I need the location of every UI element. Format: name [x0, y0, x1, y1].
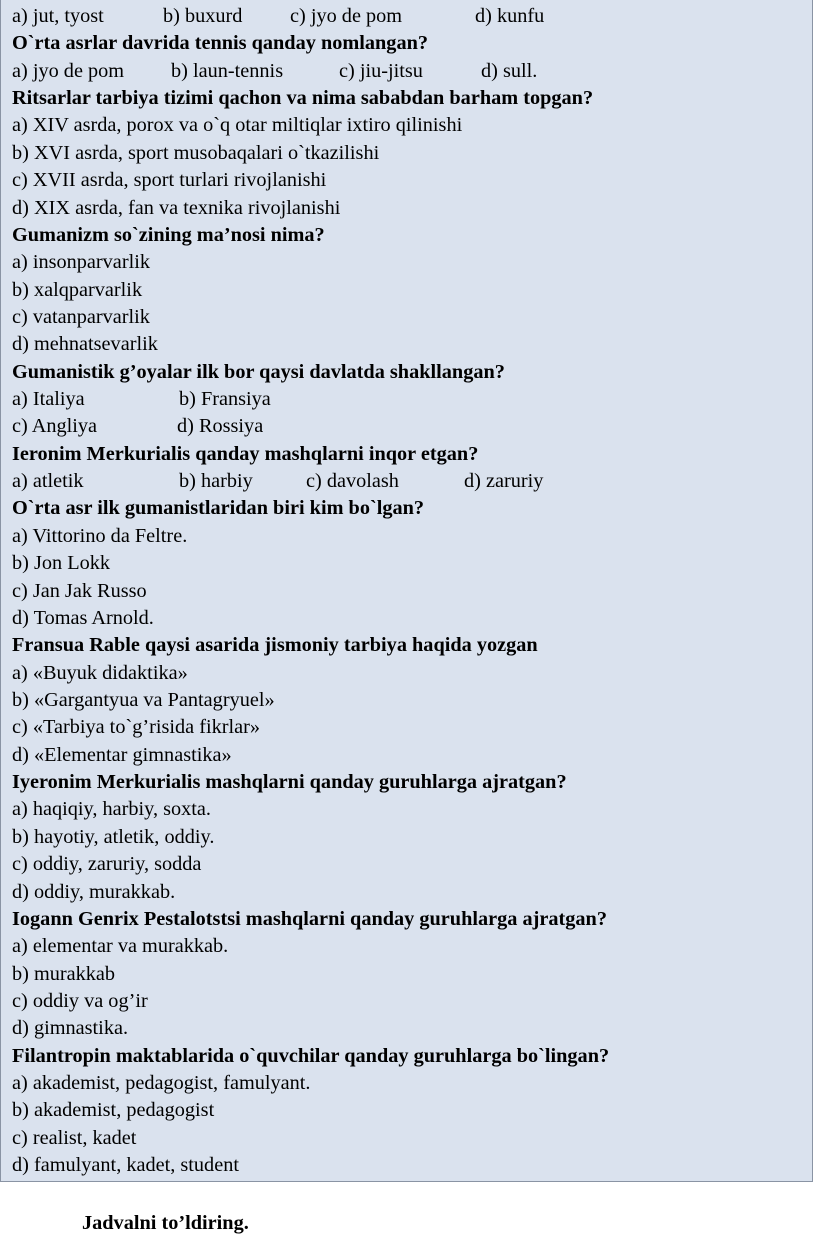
question: O`rta asr ilk gumanistlaridan biri kim bo`lgan?: [12, 497, 425, 520]
option: d) Tomas Arnold.: [12, 606, 154, 629]
option: d) zaruriy: [464, 470, 544, 493]
question: Gumanistik g’oyalar ilk bor qaysi davlatda shakllangan?: [12, 360, 505, 383]
option-row: [12, 386, 812, 413]
option: b) laun-tennis: [171, 59, 284, 82]
option: d) oddiy, murakkab.: [12, 880, 176, 903]
option: b) XVI asrda, sport musobaqalari o`tkazilishi: [12, 141, 380, 164]
option: a) jut, tyost: [12, 5, 104, 27]
option: b) akademist, pedagogist: [12, 1099, 215, 1122]
option: d) kunfu: [475, 5, 545, 27]
option: c) oddiy, zaruriy, sodda: [12, 853, 202, 876]
question: Filantropin maktablarida o`quvchilar qanday guruhlarga bo`lingan?: [12, 1044, 610, 1067]
question: Iogann Genrix Pestalotstsi mashqlarni qanday guruhlarga ajratgan?: [12, 907, 607, 930]
question: Ritsarlar tarbiya tizimi qachon va nima sababdan barham topgan?: [12, 87, 594, 110]
option: c) Jan Jak Russo: [12, 579, 147, 602]
option: b) murakkab: [12, 962, 116, 985]
question: Fransua Rable qaysi asarida jismoniy tarbiya haqida yozgan: [12, 634, 538, 657]
option: d) gimnastika.: [12, 1017, 129, 1040]
option: a) elementar va murakkab.: [12, 935, 229, 958]
option: a) akademist, pedagogist, famulyant.: [12, 1072, 311, 1095]
option: c) oddiy va og’ir: [12, 989, 148, 1012]
question: Ieronim Merkurialis qanday mashqlarni inqor etgan?: [12, 442, 479, 465]
option: a) atletik: [12, 470, 84, 493]
option: a) haqiqiy, harbiy, soxta.: [12, 798, 211, 821]
option: c) Angliya: [12, 415, 98, 438]
option: a) insonparvarlik: [12, 251, 150, 274]
option: a) «Buyuk didaktika»: [12, 661, 188, 684]
option: c) jiu-jitsu: [339, 59, 423, 82]
option: c) davolash: [306, 470, 399, 493]
option: c) vatanparvarlik: [12, 305, 150, 328]
option: b) Jon Lokk: [12, 552, 111, 575]
option: a) Vittorino da Feltre.: [12, 524, 188, 547]
instruction-text: Jadvalni to’ldiring.: [82, 1212, 249, 1234]
option: d) sull.: [481, 59, 538, 82]
option: d) mehnatsevarlik: [12, 333, 158, 356]
option: c) jyo de pom: [290, 5, 403, 27]
option: a) Italiya: [12, 388, 85, 411]
question: O`rta asrlar davrida tennis qanday nomlangan?: [12, 32, 429, 55]
option-row: [12, 413, 812, 440]
option: b) hayotiy, atletik, oddiy.: [12, 825, 215, 848]
option-row: [12, 3, 812, 30]
option-row: [12, 58, 812, 85]
option: a) jyo de pom: [12, 59, 125, 82]
question: Iyeronim Merkurialis mashqlarni qanday guruhlarga ajratgan?: [12, 771, 567, 794]
option: b) Fransiya: [179, 388, 271, 411]
option: b) buxurd: [163, 5, 243, 27]
option: c) realist, kadet: [12, 1126, 137, 1149]
option: d) «Elementar gimnastika»: [12, 743, 232, 766]
option: b) «Gargantyua va Pantagryuel»: [12, 688, 275, 711]
option-row: [12, 468, 812, 495]
option: a) XIV asrda, porox va o`q otar miltiqlar ixtiro qilinishi: [12, 114, 463, 137]
option: b) xalqparvarlik: [12, 278, 143, 301]
option: b) harbiy: [179, 470, 253, 493]
question: Gumanizm so`zining ma’nosi nima?: [12, 223, 325, 246]
option: c) «Tarbiya to`g’risida fikrlar»: [12, 716, 261, 739]
option: d) Rossiya: [177, 415, 264, 438]
option: c) XVII asrda, sport turlari rivojlanishi: [12, 169, 327, 192]
option: d) famulyant, kadet, student: [12, 1154, 239, 1177]
option: d) XIX asrda, fan va texnika rivojlanishi: [12, 196, 341, 219]
